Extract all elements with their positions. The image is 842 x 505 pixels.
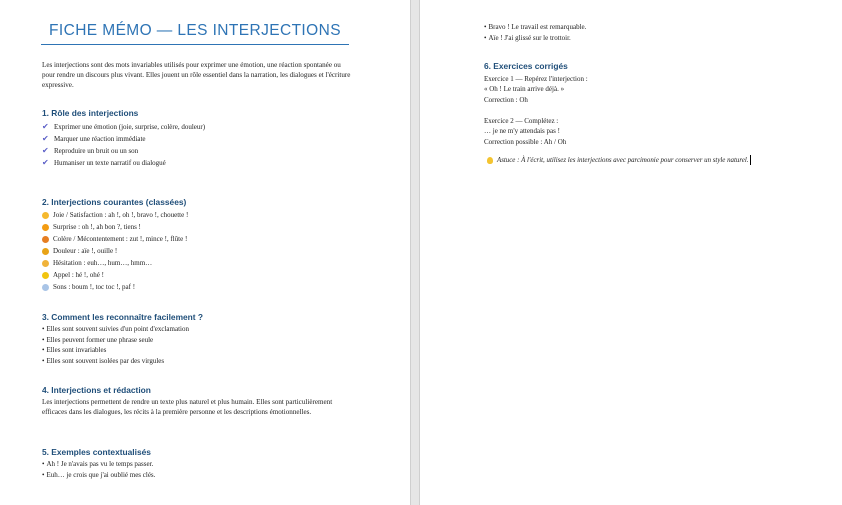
list-item: Douleur : aïe !, ouille !: [42, 245, 188, 257]
list-item: Colère / Mécontentement : zut !, mince !, flûte !: [42, 233, 188, 245]
angry-emoji-icon: [42, 236, 49, 243]
section-1-heading: 1. Rôle des interjections: [42, 108, 139, 118]
exercise-2-prompt: Exercice 2 — Complétez :: [484, 117, 559, 125]
page-gutter: [410, 0, 420, 505]
section-2-heading: 2. Interjections courantes (classées): [42, 197, 187, 207]
speaker-icon: [42, 284, 49, 291]
intro-paragraph: Les interjections sont des mots invariables utilisés pour exprimer une émotion, une réaction spontanée ou pour rendre un discours plus vivant. Elles jouent un rôle essentiel dans la narration, les dialogues et l'écriture expressive.: [42, 61, 351, 89]
tip-line[interactable]: [487, 155, 751, 165]
section-5-list: [42, 459, 155, 480]
list-item: Sons : boum !, toc toc !, paf !: [42, 281, 188, 293]
lightbulb-icon: [487, 157, 493, 164]
list-item: ✔ Marquer une réaction immédiate: [42, 134, 146, 143]
checkmark-icon: ✔: [42, 158, 49, 167]
checkmark-icon: ✔: [42, 134, 49, 143]
exercise-2-correction: Correction possible : Ah / Oh: [484, 138, 567, 146]
list-item: • Aïe ! J'ai glissé sur le trottoir.: [484, 33, 571, 42]
list-item: Appel : hé !, ohé !: [42, 269, 188, 281]
exercise-1-sentence: « Oh ! Le train arrive déjà. »: [484, 85, 565, 93]
list-item: Joie / Satisfaction : ah !, oh !, bravo !, chouette !: [42, 209, 188, 221]
list-item: • Elles sont souvent suivies d'un point d'exclamation: [42, 325, 189, 333]
list-item: • Bravo ! Le travail est remarquable.: [484, 23, 587, 31]
exercise-1-prompt: Exercice 1 — Repérez l'interjection :: [484, 75, 588, 83]
list-item: Hésitation : euh…, hum…, hmm…: [42, 257, 188, 269]
surprised-emoji-icon: [42, 224, 49, 231]
list-item: • Ah ! Je n'avais pas vu le temps passer.: [42, 460, 154, 468]
list-item: • Euh… je crois que j'ai oublié mes clés.: [42, 470, 156, 479]
list-item: ✔ Humaniser un texte narratif ou dialogué: [42, 158, 166, 167]
exercise-2-sentence: … je ne m'y attendais pas !: [484, 127, 560, 135]
checkmark-icon: ✔: [42, 122, 49, 131]
section-6-heading: 6. Exercices corrigés: [484, 61, 568, 71]
list-item: • Elles sont souvent isolées par des virgules: [42, 356, 165, 365]
section-4-paragraph: Les interjections permettent de rendre un texte plus naturel et plus humain. Elles sont particulièrement efficaces dans les dialogues, les récits à la première personne et les descriptions émotionnelles.: [42, 398, 333, 416]
section-5-continued-list: [484, 22, 586, 43]
smile-emoji-icon: [42, 212, 49, 219]
list-item: • Elles peuvent former une phrase seule: [42, 335, 154, 344]
section-4-heading: 4. Interjections et rédaction: [42, 385, 151, 395]
page-title: FICHE MÉMO — LES INTERJECTIONS: [41, 22, 349, 45]
pain-emoji-icon: [42, 248, 49, 255]
text-cursor: [750, 155, 751, 165]
section-5-heading: 5. Exemples contextualisés: [42, 447, 151, 457]
list-item: ✔ Reproduire un bruit ou un son: [42, 146, 139, 155]
section-2-list: [42, 209, 188, 293]
section-3-list: [42, 324, 189, 366]
list-item: Surprise : oh !, ah bon ?, tiens !: [42, 221, 188, 233]
document-page-1: [0, 0, 410, 505]
list-item: ✔ Exprimer une émotion (joie, surprise, colère, douleur): [42, 122, 206, 131]
checkmark-icon: ✔: [42, 146, 49, 155]
exercise-1-correction: Correction : Oh: [484, 96, 528, 104]
section-1-list: [42, 121, 205, 169]
list-item: • Elles sont invariables: [42, 346, 107, 354]
tip-text[interactable]: Astuce : À l'écrit, utilisez les interjections avec parcimonie pour conserver un style naturel.: [497, 156, 749, 164]
section-3-heading: 3. Comment les reconnaître facilement ?: [42, 312, 204, 322]
waving-hand-icon: [42, 272, 49, 279]
thinking-emoji-icon: [42, 260, 49, 267]
